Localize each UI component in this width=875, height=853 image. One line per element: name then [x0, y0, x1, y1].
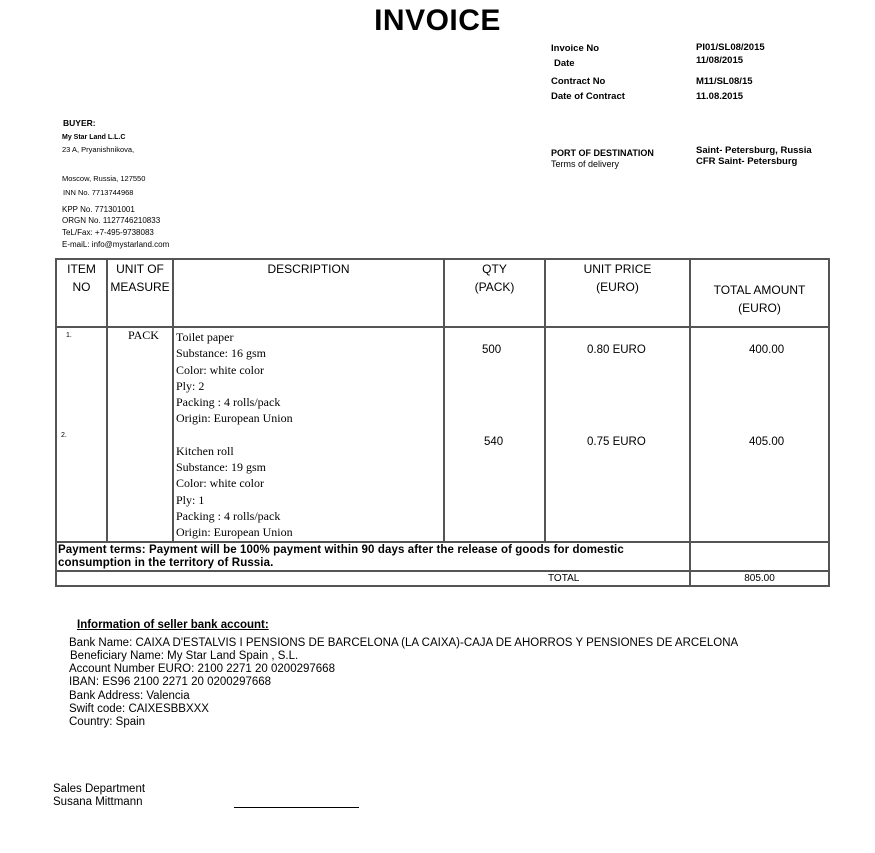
- item-1-desc-6: Origin: European Union: [176, 411, 293, 426]
- item-2-unit-price: 0.75 EURO: [587, 436, 646, 448]
- item-1-desc-3: Color: white color: [176, 362, 264, 377]
- item-2-desc-5: Packing : 4 rolls/pack: [176, 508, 281, 523]
- total-value: 805.00: [690, 571, 829, 586]
- buyer-name: My Star Land L.L.C: [62, 134, 126, 141]
- item-1-desc-5: Packing : 4 rolls/pack: [176, 395, 281, 410]
- contract-no-label: Contract No: [551, 76, 606, 87]
- signer-name: Susana Mittmann: [53, 796, 143, 808]
- item-2-desc-3: Color: white color: [176, 476, 264, 491]
- contract-no-value: M11/SL08/15: [696, 76, 753, 87]
- payment-terms: Payment terms: Payment will be 100% payment within 90 days after the release of goods for domestic consumption in the territory of Russia.: [56, 542, 690, 571]
- port-label: PORT OF DESTINATION: [551, 148, 654, 158]
- header-item-no: ITEM NO: [56, 259, 107, 327]
- buyer-tel: TeL/Fax: +7-495-9738083: [62, 228, 154, 237]
- item-2-desc-4: Ply: 1: [176, 492, 205, 507]
- contract-date-value: 11.08.2015: [696, 91, 744, 102]
- sales-department: Sales Department: [53, 783, 146, 795]
- contract-date-label: Date of Contract: [551, 91, 625, 102]
- header-qty: QTY (PACK): [444, 259, 545, 327]
- signature-line: [234, 807, 359, 808]
- item-1-total: 400.00: [749, 344, 785, 356]
- table-header-row: [56, 259, 829, 327]
- header-unit: UNIT OF MEASURE: [107, 259, 173, 327]
- item-2-desc-6: Origin: European Union: [176, 525, 293, 540]
- buyer-inn: INN No. 7713744968: [63, 188, 134, 197]
- item-1-no: 1.: [66, 332, 72, 339]
- table-row: [56, 327, 829, 542]
- terms-label: Terms of delivery: [551, 159, 620, 169]
- buyer-kpp: KPP No. 771301001: [62, 205, 135, 214]
- terms-value: CFR Saint- Petersburg: [696, 156, 798, 167]
- item-2-no: 2.: [61, 432, 67, 439]
- buyer-orgn: ORGN No. 1127746210833: [62, 216, 161, 225]
- item-1-desc-2: Substance: 16 gsm: [176, 346, 266, 361]
- bank-iban: IBAN: ES96 2100 2271 20 0200297668: [69, 676, 272, 688]
- item-1-desc-1: Toilet paper: [176, 330, 234, 344]
- port-value: Saint- Petersburg, Russia: [696, 145, 812, 156]
- buyer-address-1: 23 A, Pryanishnikova,: [62, 145, 135, 154]
- item-2-total: 405.00: [749, 436, 785, 448]
- bank-info-title: Information of seller bank account:: [77, 619, 269, 631]
- item-1-unit: PACK: [128, 328, 159, 342]
- bank-country: Country: Spain: [69, 716, 146, 728]
- item-2-desc-1: Kitchen roll: [176, 443, 234, 458]
- item-1-unit-price: 0.80 EURO: [587, 344, 646, 356]
- total-row: [56, 571, 829, 586]
- item-1-desc-4: Ply: 2: [176, 378, 205, 393]
- item-2-qty: 540: [484, 436, 504, 448]
- bank-swift: Swift code: CAIXESBBXXX: [69, 703, 209, 715]
- header-description: DESCRIPTION: [173, 259, 444, 327]
- item-2-desc-2: Substance: 19 gsm: [176, 460, 266, 475]
- buyer-email: E-maiL: info@mystarland.com: [62, 240, 170, 249]
- header-total: TOTAL AMOUNT (EURO): [690, 259, 829, 327]
- invoice-no-label: Invoice No: [551, 43, 600, 54]
- bank-name: Bank Name: CAIXA D'ESTALVIS I PENSIONS DE BARCELONA (LA CAIXA)-CAJA DE AHORROS Y PENSIONES DE ARCELONA: [69, 637, 739, 649]
- item-1-qty: 500: [482, 344, 502, 356]
- bank-address: Bank Address: Valencia: [69, 690, 190, 702]
- header-unit-price: UNIT PRICE (EURO): [545, 259, 690, 327]
- payment-terms-row: [56, 542, 829, 571]
- description-cell: [174, 328, 443, 541]
- invoice-title: INVOICE: [374, 4, 501, 37]
- buyer-address-2: Moscow, Russia, 127550: [62, 174, 146, 183]
- total-label: TOTAL: [545, 571, 690, 586]
- bank-account: Account Number EURO: 2100 2271 20 0200297668: [69, 663, 335, 675]
- invoice-no-value: PI01/SL08/2015: [696, 42, 765, 53]
- date-value: 11/08/2015: [696, 55, 744, 66]
- buyer-label: BUYER:: [63, 118, 96, 128]
- invoice-table: [55, 258, 830, 587]
- date-label: Date: [554, 58, 575, 69]
- bank-beneficiary: Beneficiary Name: My Star Land Spain , S.L.: [70, 650, 299, 662]
